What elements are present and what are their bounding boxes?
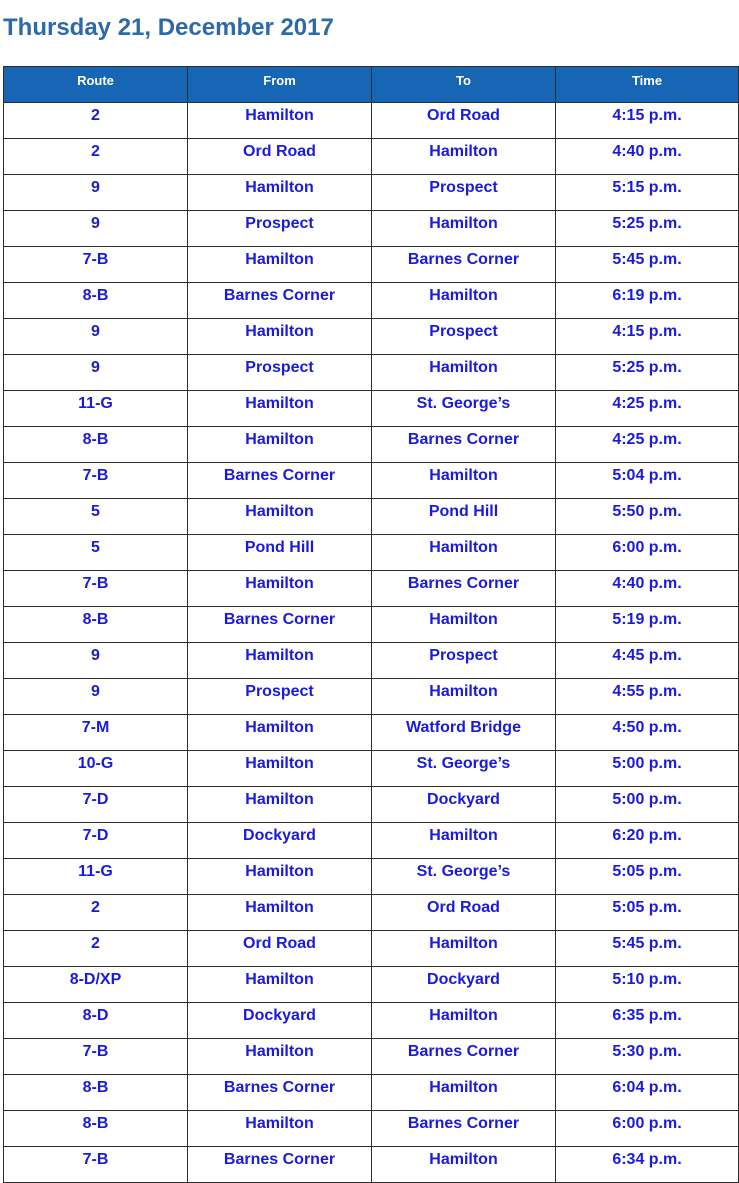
route-cell: 5 <box>4 535 188 571</box>
time-cell: 5:00 p.m. <box>556 787 739 823</box>
to-cell: Hamilton <box>372 607 556 643</box>
to-cell: Prospect <box>372 175 556 211</box>
to-cell: Dockyard <box>372 967 556 1003</box>
table-row <box>4 355 739 391</box>
from-cell: Dockyard <box>188 1003 372 1039</box>
route-cell: 7-D <box>4 823 188 859</box>
from-cell: Hamilton <box>188 751 372 787</box>
to-cell: Ord Road <box>372 895 556 931</box>
table-row <box>4 283 739 319</box>
to-cell: Barnes Corner <box>372 247 556 283</box>
table-row <box>4 823 739 859</box>
time-cell: 4:40 p.m. <box>556 571 739 607</box>
time-cell: 6:00 p.m. <box>556 535 739 571</box>
from-cell: Hamilton <box>188 1039 372 1075</box>
route-cell: 8-D <box>4 1003 188 1039</box>
time-cell: 4:45 p.m. <box>556 643 739 679</box>
to-cell: Hamilton <box>372 823 556 859</box>
from-cell: Ord Road <box>188 139 372 175</box>
time-cell: 5:25 p.m. <box>556 211 739 247</box>
page-title: Thursday 21, December 2017 <box>3 14 334 41</box>
table-row <box>4 319 739 355</box>
to-cell: Hamilton <box>372 1147 556 1183</box>
table-row <box>4 1003 739 1039</box>
from-cell: Hamilton <box>188 319 372 355</box>
from-cell: Hamilton <box>188 643 372 679</box>
table-row <box>4 463 739 499</box>
from-cell: Hamilton <box>188 247 372 283</box>
route-cell: 11-G <box>4 859 188 895</box>
from-cell: Barnes Corner <box>188 607 372 643</box>
time-cell: 6:34 p.m. <box>556 1147 739 1183</box>
route-cell: 9 <box>4 319 188 355</box>
time-cell: 5:10 p.m. <box>556 967 739 1003</box>
route-cell: 8-D/XP <box>4 967 188 1003</box>
to-cell: Hamilton <box>372 1003 556 1039</box>
route-cell: 5 <box>4 499 188 535</box>
table-row <box>4 679 739 715</box>
table-row <box>4 247 739 283</box>
route-cell: 8-B <box>4 1075 188 1111</box>
from-cell: Hamilton <box>188 499 372 535</box>
route-cell: 2 <box>4 895 188 931</box>
from-cell: Hamilton <box>188 859 372 895</box>
to-cell: Hamilton <box>372 535 556 571</box>
table-row <box>4 895 739 931</box>
time-cell: 4:50 p.m. <box>556 715 739 751</box>
time-column-header: Time <box>556 67 739 103</box>
from-cell: Barnes Corner <box>188 283 372 319</box>
table-row <box>4 427 739 463</box>
table-row <box>4 967 739 1003</box>
to-cell: Barnes Corner <box>372 1039 556 1075</box>
to-cell: Dockyard <box>372 787 556 823</box>
route-cell: 2 <box>4 139 188 175</box>
time-cell: 5:05 p.m. <box>556 859 739 895</box>
from-cell: Barnes Corner <box>188 1147 372 1183</box>
to-cell: Hamilton <box>372 283 556 319</box>
table-row <box>4 139 739 175</box>
time-cell: 5:04 p.m. <box>556 463 739 499</box>
to-cell: Barnes Corner <box>372 1111 556 1147</box>
time-cell: 4:15 p.m. <box>556 319 739 355</box>
table-row <box>4 175 739 211</box>
to-column-header: To <box>372 67 556 103</box>
route-cell: 2 <box>4 931 188 967</box>
to-cell: Hamilton <box>372 1075 556 1111</box>
to-cell: Hamilton <box>372 355 556 391</box>
to-cell: Hamilton <box>372 463 556 499</box>
table-header <box>4 67 739 103</box>
table-row <box>4 1075 739 1111</box>
time-cell: 4:25 p.m. <box>556 391 739 427</box>
route-cell: 11-G <box>4 391 188 427</box>
route-cell: 8-B <box>4 607 188 643</box>
time-cell: 5:45 p.m. <box>556 247 739 283</box>
route-cell: 9 <box>4 679 188 715</box>
to-cell: Prospect <box>372 319 556 355</box>
from-cell: Hamilton <box>188 715 372 751</box>
to-cell: St. George’s <box>372 391 556 427</box>
from-cell: Barnes Corner <box>188 1075 372 1111</box>
from-cell: Hamilton <box>188 571 372 607</box>
from-cell: Prospect <box>188 679 372 715</box>
to-cell: Pond Hill <box>372 499 556 535</box>
route-cell: 7-B <box>4 463 188 499</box>
from-cell: Barnes Corner <box>188 463 372 499</box>
route-cell: 7-B <box>4 247 188 283</box>
route-cell: 9 <box>4 355 188 391</box>
route-cell: 7-B <box>4 571 188 607</box>
table-row <box>4 103 739 139</box>
to-cell: Ord Road <box>372 103 556 139</box>
header-row <box>4 67 739 103</box>
route-cell: 7-B <box>4 1039 188 1075</box>
time-cell: 5:45 p.m. <box>556 931 739 967</box>
table-row <box>4 535 739 571</box>
route-cell: 7-M <box>4 715 188 751</box>
route-cell: 9 <box>4 175 188 211</box>
from-cell: Hamilton <box>188 427 372 463</box>
from-cell: Hamilton <box>188 391 372 427</box>
time-cell: 5:30 p.m. <box>556 1039 739 1075</box>
from-column-header: From <box>188 67 372 103</box>
time-cell: 6:19 p.m. <box>556 283 739 319</box>
time-cell: 4:40 p.m. <box>556 139 739 175</box>
from-cell: Hamilton <box>188 103 372 139</box>
route-column-header: Route <box>4 67 188 103</box>
from-cell: Prospect <box>188 211 372 247</box>
time-cell: 5:00 p.m. <box>556 751 739 787</box>
table-row <box>4 607 739 643</box>
time-cell: 6:35 p.m. <box>556 1003 739 1039</box>
from-cell: Hamilton <box>188 1111 372 1147</box>
to-cell: Hamilton <box>372 931 556 967</box>
from-cell: Hamilton <box>188 787 372 823</box>
time-cell: 6:00 p.m. <box>556 1111 739 1147</box>
from-cell: Dockyard <box>188 823 372 859</box>
table-row <box>4 1147 739 1183</box>
to-cell: Barnes Corner <box>372 427 556 463</box>
from-cell: Hamilton <box>188 895 372 931</box>
time-cell: 4:25 p.m. <box>556 427 739 463</box>
route-cell: 9 <box>4 643 188 679</box>
table-row <box>4 571 739 607</box>
from-cell: Pond Hill <box>188 535 372 571</box>
time-cell: 6:20 p.m. <box>556 823 739 859</box>
to-cell: Watford Bridge <box>372 715 556 751</box>
table-row <box>4 1039 739 1075</box>
to-cell: St. George’s <box>372 859 556 895</box>
time-cell: 5:05 p.m. <box>556 895 739 931</box>
table-row <box>4 643 739 679</box>
time-cell: 4:55 p.m. <box>556 679 739 715</box>
table-row <box>4 859 739 895</box>
to-cell: Hamilton <box>372 679 556 715</box>
table-row <box>4 1111 739 1147</box>
route-cell: 8-B <box>4 427 188 463</box>
table-row <box>4 715 739 751</box>
time-cell: 5:50 p.m. <box>556 499 739 535</box>
from-cell: Hamilton <box>188 967 372 1003</box>
route-cell: 2 <box>4 103 188 139</box>
route-cell: 10-G <box>4 751 188 787</box>
route-cell: 7-D <box>4 787 188 823</box>
to-cell: St. George’s <box>372 751 556 787</box>
time-cell: 5:19 p.m. <box>556 607 739 643</box>
route-cell: 8-B <box>4 1111 188 1147</box>
route-cell: 8-B <box>4 283 188 319</box>
table-row <box>4 751 739 787</box>
table-row <box>4 211 739 247</box>
from-cell: Hamilton <box>188 175 372 211</box>
from-cell: Prospect <box>188 355 372 391</box>
table-row <box>4 931 739 967</box>
to-cell: Hamilton <box>372 211 556 247</box>
to-cell: Prospect <box>372 643 556 679</box>
route-cell: 7-B <box>4 1147 188 1183</box>
table-body <box>4 103 739 1183</box>
table-row <box>4 787 739 823</box>
to-cell: Barnes Corner <box>372 571 556 607</box>
bus-schedule-table <box>3 66 739 1183</box>
to-cell: Hamilton <box>372 139 556 175</box>
time-cell: 5:25 p.m. <box>556 355 739 391</box>
time-cell: 5:15 p.m. <box>556 175 739 211</box>
time-cell: 4:15 p.m. <box>556 103 739 139</box>
route-cell: 9 <box>4 211 188 247</box>
table-row <box>4 391 739 427</box>
time-cell: 6:04 p.m. <box>556 1075 739 1111</box>
from-cell: Ord Road <box>188 931 372 967</box>
table-row <box>4 499 739 535</box>
